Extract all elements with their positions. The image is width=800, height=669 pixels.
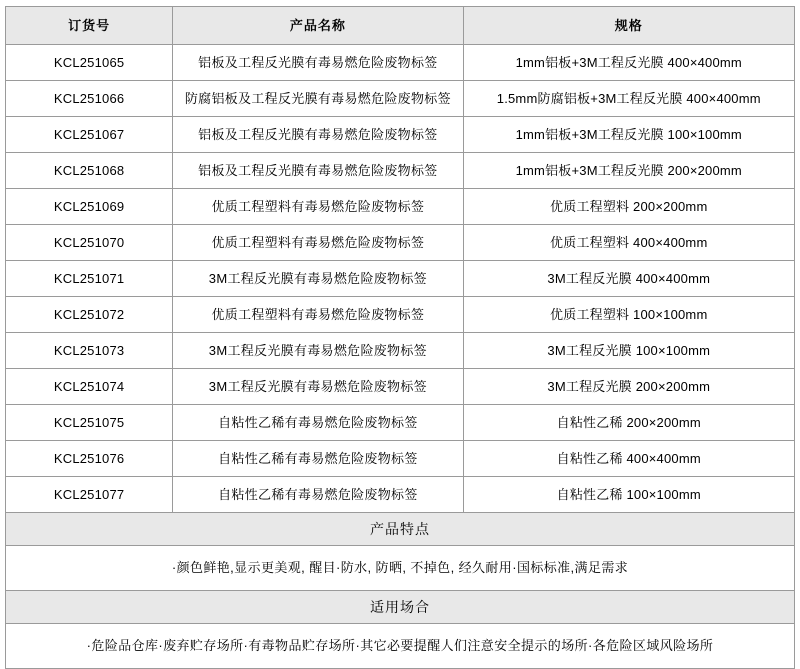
table-row <box>6 477 795 513</box>
cell-order-number: KCL251073 <box>6 333 173 369</box>
cell-specification: 自粘性乙稀 100×100mm <box>463 477 794 513</box>
table-row <box>6 405 795 441</box>
section-title-applications: 适用场合 <box>6 591 795 624</box>
cell-specification: 优质工程塑料 200×200mm <box>463 189 794 225</box>
cell-specification: 3M工程反光膜 100×100mm <box>463 333 794 369</box>
cell-order-number: KCL251067 <box>6 117 173 153</box>
table-row <box>6 297 795 333</box>
cell-order-number: KCL251075 <box>6 405 173 441</box>
cell-product-name: 自粘性乙稀有毒易燃危险废物标签 <box>173 441 463 477</box>
table-header-row <box>6 7 795 45</box>
cell-specification: 1.5mm防腐铝板+3M工程反光膜 400×400mm <box>463 81 794 117</box>
cell-order-number: KCL251072 <box>6 297 173 333</box>
cell-specification: 1mm铝板+3M工程反光膜 200×200mm <box>463 153 794 189</box>
cell-product-name: 3M工程反光膜有毒易燃危险废物标签 <box>173 369 463 405</box>
cell-specification: 1mm铝板+3M工程反光膜 400×400mm <box>463 45 794 81</box>
cell-order-number: KCL251065 <box>6 45 173 81</box>
table-row <box>6 369 795 405</box>
table-row <box>6 45 795 81</box>
cell-product-name: 优质工程塑料有毒易燃危险废物标签 <box>173 297 463 333</box>
cell-specification: 1mm铝板+3M工程反光膜 100×100mm <box>463 117 794 153</box>
cell-order-number: KCL251074 <box>6 369 173 405</box>
cell-order-number: KCL251076 <box>6 441 173 477</box>
cell-product-name: 自粘性乙稀有毒易燃危险废物标签 <box>173 405 463 441</box>
cell-product-name: 防腐铝板及工程反光膜有毒易燃危险废物标签 <box>173 81 463 117</box>
cell-product-name: 自粘性乙稀有毒易燃危险废物标签 <box>173 477 463 513</box>
section-text-features: ·颜色鲜艳,显示更美观, 醒目·防水, 防晒, 不掉色, 经久耐用·国标标准,满足需求 <box>6 546 795 591</box>
table-row <box>6 225 795 261</box>
cell-specification: 3M工程反光膜 400×400mm <box>463 261 794 297</box>
cell-product-name: 铝板及工程反光膜有毒易燃危险废物标签 <box>173 153 463 189</box>
cell-order-number: KCL251071 <box>6 261 173 297</box>
column-header-product-name: 产品名称 <box>173 7 463 45</box>
cell-product-name: 3M工程反光膜有毒易燃危险废物标签 <box>173 261 463 297</box>
column-header-specification: 规格 <box>463 7 794 45</box>
table-row <box>6 441 795 477</box>
cell-order-number: KCL251077 <box>6 477 173 513</box>
table-row <box>6 81 795 117</box>
cell-product-name: 优质工程塑料有毒易燃危险废物标签 <box>173 225 463 261</box>
cell-specification: 优质工程塑料 400×400mm <box>463 225 794 261</box>
cell-order-number: KCL251069 <box>6 189 173 225</box>
column-header-order-number: 订货号 <box>6 7 173 45</box>
cell-specification: 自粘性乙稀 400×400mm <box>463 441 794 477</box>
cell-product-name: 优质工程塑料有毒易燃危险废物标签 <box>173 189 463 225</box>
table-header <box>6 7 795 45</box>
table-row <box>6 189 795 225</box>
table-row <box>6 153 795 189</box>
section-title-features: 产品特点 <box>6 513 795 546</box>
cell-specification: 3M工程反光膜 200×200mm <box>463 369 794 405</box>
table-row <box>6 333 795 369</box>
section-content-applications <box>6 624 795 669</box>
section-text-applications: ·危险品仓库·废弃贮存场所·有毒物品贮存场所·其它必要提醒人们注意安全提示的场所·各危险区域风险场所 <box>6 624 795 669</box>
section-header-features <box>6 513 795 546</box>
cell-order-number: KCL251066 <box>6 81 173 117</box>
cell-product-name: 铝板及工程反光膜有毒易燃危险废物标签 <box>173 117 463 153</box>
table-body <box>6 45 795 669</box>
cell-order-number: KCL251070 <box>6 225 173 261</box>
cell-product-name: 3M工程反光膜有毒易燃危险废物标签 <box>173 333 463 369</box>
cell-specification: 优质工程塑料 100×100mm <box>463 297 794 333</box>
product-table <box>5 6 795 669</box>
section-content-features <box>6 546 795 591</box>
table-row <box>6 117 795 153</box>
cell-order-number: KCL251068 <box>6 153 173 189</box>
table-row <box>6 261 795 297</box>
cell-specification: 自粘性乙稀 200×200mm <box>463 405 794 441</box>
cell-product-name: 铝板及工程反光膜有毒易燃危险废物标签 <box>173 45 463 81</box>
